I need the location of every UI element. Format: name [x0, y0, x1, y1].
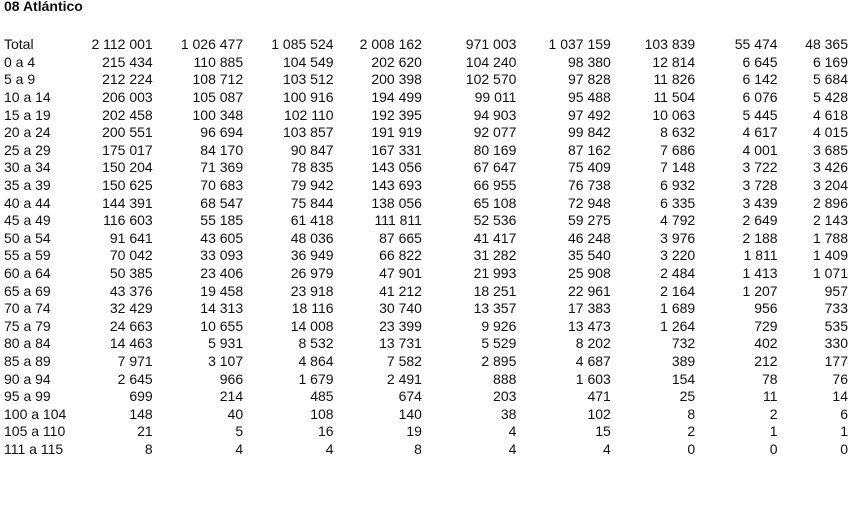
table-cell: 4: [508, 423, 517, 440]
table-cell: 10 655: [200, 317, 244, 334]
table-row: [0, 282, 848, 300]
table-cell: 214: [219, 388, 244, 405]
table-cell: 48 036: [290, 229, 334, 246]
age-group-label: 55 a 59: [4, 247, 51, 264]
table-cell: 4 618: [812, 106, 848, 123]
table-cell: 6 076: [742, 89, 778, 106]
table-cell: 70 683: [200, 177, 244, 194]
table-cell: 2 649: [742, 212, 778, 229]
age-group-label: 35 a 39: [4, 177, 51, 194]
table-cell: 192 395: [371, 106, 422, 123]
table-cell: 6 169: [812, 53, 848, 70]
table-cell: 2 484: [660, 265, 696, 282]
age-group-label: 111 a 115: [4, 440, 64, 457]
table-cell: 99 011: [474, 89, 517, 106]
table-cell: 1 679: [298, 370, 334, 387]
table-row: [0, 124, 848, 142]
table-cell: 92 077: [473, 124, 517, 141]
table-cell: 2: [687, 423, 696, 440]
age-group-label: 15 a 19: [4, 106, 51, 123]
table-cell: 5 428: [812, 89, 848, 106]
table-cell: 16: [317, 423, 334, 440]
table-cell: 888: [493, 370, 517, 387]
table-cell: 1 026 477: [180, 36, 244, 53]
table-cell: 7 582: [386, 352, 422, 369]
age-group-label: 10 a 14: [4, 89, 51, 106]
table-cell: 72 948: [568, 194, 611, 211]
population-table: [0, 36, 848, 458]
table-cell: 111 811: [374, 212, 422, 229]
table-row: [0, 212, 848, 230]
table-cell: 59 275: [568, 212, 611, 229]
table-cell: 194 499: [371, 89, 422, 106]
table-cell: 1 788: [812, 229, 848, 246]
table-cell: 41 417: [473, 229, 517, 246]
age-group-label: 25 a 29: [4, 141, 51, 158]
table-cell: 3 220: [660, 247, 696, 264]
table-cell: 2 645: [117, 370, 153, 387]
table-cell: 94 903: [473, 106, 517, 123]
table-cell: 23 406: [200, 265, 244, 282]
table-cell: 8: [144, 440, 153, 457]
table-cell: 18 251: [473, 282, 517, 299]
table-cell: 674: [398, 388, 422, 405]
age-group-label: 30 a 34: [4, 159, 51, 176]
table-cell: 200 551: [102, 124, 153, 141]
table-cell: 2 008 162: [359, 36, 422, 53]
table-cell: 99 842: [568, 124, 611, 141]
table-row: [0, 370, 848, 388]
table-cell: 1 603: [575, 370, 611, 387]
age-group-label: 5 a 9: [4, 71, 36, 88]
table-cell: 471: [587, 388, 611, 405]
table-cell: 3 976: [660, 229, 696, 246]
table-cell: 191 919: [371, 124, 422, 141]
table-cell: 8: [687, 405, 696, 422]
table-cell: 47 901: [379, 265, 422, 282]
table-cell: 21: [137, 423, 153, 440]
table-cell: 3 722: [742, 159, 778, 176]
table-cell: 2 143: [812, 212, 848, 229]
table-cell: 971 003: [465, 36, 517, 53]
table-cell: 104 549: [282, 53, 334, 70]
table-cell: 71 369: [200, 159, 244, 176]
age-group-label: Total: [4, 36, 34, 53]
age-group-label: 20 a 24: [4, 124, 51, 141]
table-cell: 1 689: [660, 300, 696, 317]
table-cell: 140: [398, 405, 422, 422]
page-title: 08 Atlántico: [4, 0, 83, 14]
table-cell: 8 632: [660, 124, 696, 141]
table-cell: 22 961: [568, 282, 611, 299]
table-cell: 97 492: [568, 106, 611, 123]
table-cell: 79 942: [290, 177, 334, 194]
table-cell: 6: [840, 405, 848, 422]
table-cell: 5 529: [481, 335, 517, 352]
table-cell: 4 687: [575, 352, 611, 369]
age-group-label: 85 a 89: [4, 352, 51, 369]
table-row: [0, 177, 848, 195]
table-cell: 2: [769, 405, 778, 422]
table-row: [0, 194, 848, 212]
table-cell: 55 474: [734, 36, 778, 53]
table-cell: 1 409: [812, 247, 848, 264]
table-cell: 0: [687, 440, 696, 457]
table-row: [0, 71, 848, 89]
age-group-label: 95 a 99: [4, 388, 51, 405]
table-cell: 485: [310, 388, 334, 405]
table-cell: 175 017: [102, 141, 153, 158]
table-cell: 3 728: [742, 177, 778, 194]
age-group-label: 70 a 74: [4, 300, 51, 317]
table-cell: 3 439: [742, 194, 778, 211]
table-cell: 5 445: [742, 106, 778, 123]
table-cell: 25: [679, 388, 696, 405]
table-cell: 43 605: [200, 229, 244, 246]
table-row: [0, 423, 848, 441]
table-cell: 66 955: [473, 177, 517, 194]
table-cell: 87 162: [568, 141, 611, 158]
table-cell: 19: [406, 423, 422, 440]
table-row: [0, 54, 848, 72]
table-cell: 65 108: [473, 194, 517, 211]
table-cell: 98 380: [568, 53, 611, 70]
table-cell: 3 685: [812, 141, 848, 158]
table-cell: 206 003: [102, 89, 153, 106]
table-cell: 23 399: [379, 317, 422, 334]
table-row: [0, 106, 848, 124]
table-body: [0, 36, 848, 458]
table-cell: 956: [754, 300, 778, 317]
table-cell: 76: [832, 370, 848, 387]
table-cell: 5 684: [812, 71, 848, 88]
table-cell: 87 665: [379, 229, 422, 246]
table-cell: 50 385: [109, 265, 153, 282]
age-group-label: 65 a 69: [4, 282, 51, 299]
table-cell: 330: [824, 335, 848, 352]
table-cell: 95 488: [568, 89, 611, 106]
table-cell: 154: [671, 370, 696, 387]
table-cell: 23 918: [290, 282, 334, 299]
table-cell: 212 224: [102, 71, 153, 88]
table-cell: 732: [671, 335, 696, 352]
table-cell: 4: [325, 440, 334, 457]
table-cell: 104 240: [465, 53, 517, 70]
table-cell: 4: [603, 440, 611, 457]
table-cell: 6 142: [742, 71, 778, 88]
table-cell: 1: [769, 423, 778, 440]
table-cell: 90 847: [290, 141, 334, 158]
table-cell: 8 202: [575, 335, 611, 352]
table-cell: 3 107: [208, 352, 244, 369]
table-row: [0, 265, 848, 283]
age-group-label: 50 a 54: [4, 229, 51, 246]
table-cell: 8: [414, 440, 422, 457]
table-cell: 102: [587, 405, 611, 422]
table-cell: 1 071: [812, 265, 848, 282]
table-cell: 203: [493, 388, 517, 405]
table-cell: 78: [762, 370, 778, 387]
table-cell: 14: [832, 388, 848, 405]
table-cell: 4: [235, 440, 244, 457]
table-cell: 150 204: [102, 159, 153, 176]
table-cell: 13 473: [568, 317, 611, 334]
age-group-label: 75 a 79: [4, 317, 51, 334]
table-cell: 7 148: [660, 159, 696, 176]
table-cell: 4 617: [742, 124, 778, 141]
table-cell: 30 740: [379, 300, 422, 317]
table-cell: 7 686: [660, 141, 696, 158]
table-cell: 535: [824, 317, 848, 334]
table-cell: 167 331: [371, 141, 422, 158]
table-cell: 1 811: [743, 247, 778, 264]
table-cell: 1 037 159: [548, 36, 611, 53]
table-cell: 2 164: [660, 282, 696, 299]
table-cell: 67 647: [473, 159, 517, 176]
table-cell: 1 207: [742, 282, 778, 299]
age-group-label: 45 a 49: [4, 212, 51, 229]
table-cell: 100 916: [282, 89, 334, 106]
table-row: [0, 36, 848, 54]
age-group-label: 0 a 4: [4, 53, 36, 70]
table-cell: 68 547: [200, 194, 244, 211]
table-cell: 102 570: [465, 71, 517, 88]
table-cell: 144 391: [102, 194, 153, 211]
table-row: [0, 89, 848, 107]
table-cell: 31 282: [473, 247, 517, 264]
table-cell: 48 365: [805, 36, 848, 53]
table-cell: 200 398: [371, 71, 422, 88]
table-cell: 75 844: [290, 194, 334, 211]
table-cell: 96 694: [200, 124, 244, 141]
table-cell: 215 434: [102, 53, 153, 70]
table-cell: 35 540: [568, 247, 611, 264]
table-cell: 957: [824, 282, 848, 299]
table-cell: 9 926: [481, 317, 517, 334]
table-cell: 80 169: [473, 141, 517, 158]
table-cell: 19 458: [200, 282, 244, 299]
table-cell: 108: [310, 405, 334, 422]
table-cell: 2 491: [386, 370, 422, 387]
age-group-label: 105 a 110: [4, 423, 66, 440]
table-cell: 1 264: [660, 317, 696, 334]
table-cell: 70 042: [109, 247, 153, 264]
table-cell: 2 896: [812, 194, 848, 211]
table-cell: 389: [671, 352, 696, 369]
table-cell: 177: [824, 352, 848, 369]
table-cell: 33 093: [200, 247, 244, 264]
table-row: [0, 405, 848, 423]
table-cell: 2 895: [481, 352, 517, 369]
table-cell: 1 085 524: [271, 36, 334, 53]
table-cell: 11 826: [653, 71, 696, 88]
table-cell: 138 056: [371, 194, 422, 211]
table-cell: 116 603: [103, 212, 153, 229]
table-cell: 26 979: [290, 265, 334, 282]
table-cell: 14 313: [200, 300, 244, 317]
table-cell: 91 641: [109, 229, 153, 246]
table-cell: 41 212: [379, 282, 422, 299]
table-cell: 6 335: [660, 194, 696, 211]
table-cell: 40: [227, 405, 244, 422]
table-cell: 15: [595, 423, 611, 440]
table-cell: 105 087: [192, 89, 244, 106]
table-cell: 78 835: [290, 159, 334, 176]
table-cell: 25 908: [568, 265, 611, 282]
table-cell: 10 063: [652, 106, 696, 123]
table-cell: 3 204: [812, 177, 848, 194]
table-cell: 4 001: [742, 141, 778, 158]
table-cell: 699: [129, 388, 153, 405]
table-cell: 12 814: [652, 53, 696, 70]
table-cell: 103 839: [644, 36, 696, 53]
table-row: [0, 230, 848, 248]
table-cell: 84 170: [200, 141, 244, 158]
table-cell: 5: [235, 423, 244, 440]
table-cell: 729: [754, 317, 778, 334]
table-cell: 61 418: [290, 212, 334, 229]
table-cell: 110 885: [193, 53, 244, 70]
table-cell: 7 971: [117, 352, 153, 369]
table-cell: 46 248: [568, 229, 611, 246]
table-cell: 5 931: [208, 335, 244, 352]
table-cell: 8 532: [298, 335, 334, 352]
table-cell: 402: [754, 335, 778, 352]
table-row: [0, 142, 848, 160]
table-cell: 38: [500, 405, 517, 422]
table-cell: 966: [219, 370, 244, 387]
table-cell: 24 663: [109, 317, 153, 334]
table-cell: 733: [824, 300, 848, 317]
table-row: [0, 300, 848, 318]
table-cell: 11: [763, 388, 778, 405]
table-cell: 76 738: [568, 177, 611, 194]
table-cell: 2 112 001: [91, 36, 153, 53]
table-row: [0, 318, 848, 336]
table-row: [0, 335, 848, 353]
table-cell: 0: [840, 440, 848, 457]
table-cell: 17 383: [568, 300, 611, 317]
table-cell: 32 429: [109, 300, 153, 317]
table-cell: 1: [840, 423, 848, 440]
table-cell: 21 993: [473, 265, 517, 282]
age-group-label: 40 a 44: [4, 194, 51, 211]
table-cell: 108 712: [192, 71, 244, 88]
table-row: [0, 388, 848, 406]
table-cell: 6 645: [742, 53, 778, 70]
table-cell: 6 932: [660, 177, 696, 194]
table-cell: 212: [754, 352, 778, 369]
table-cell: 97 828: [568, 71, 611, 88]
table-cell: 75 409: [568, 159, 611, 176]
table-cell: 55 185: [200, 212, 244, 229]
table-cell: 103 857: [282, 124, 334, 141]
table-cell: 148: [129, 405, 153, 422]
table-cell: 102 110: [283, 106, 334, 123]
table-cell: 4 792: [660, 212, 696, 229]
age-group-label: 60 a 64: [4, 265, 51, 282]
table-row: [0, 441, 848, 459]
table-row: [0, 353, 848, 371]
table-cell: 150 625: [102, 177, 153, 194]
table-cell: 103 512: [282, 71, 334, 88]
table-cell: 4 864: [298, 352, 334, 369]
table-cell: 14 463: [109, 335, 153, 352]
table-cell: 4: [508, 440, 517, 457]
table-cell: 143 056: [371, 159, 422, 176]
table-cell: 52 536: [473, 212, 517, 229]
table-cell: 1 413: [742, 265, 778, 282]
table-cell: 13 731: [379, 335, 422, 352]
table-cell: 100 348: [192, 106, 244, 123]
table-cell: 202 458: [102, 106, 153, 123]
age-group-label: 90 a 94: [4, 370, 51, 387]
table-cell: 3 426: [812, 159, 848, 176]
table-cell: 36 949: [290, 247, 334, 264]
age-group-label: 100 a 104: [4, 405, 67, 422]
table-cell: 143 693: [371, 177, 422, 194]
table-row: [0, 159, 848, 177]
table-cell: 0: [769, 440, 778, 457]
table-cell: 13 357: [473, 300, 517, 317]
table-cell: 2 188: [742, 229, 778, 246]
age-group-label: 80 a 84: [4, 335, 51, 352]
table-cell: 66 822: [379, 247, 422, 264]
table-cell: 4 015: [812, 124, 848, 141]
table-cell: 18 116: [291, 300, 334, 317]
table-cell: 43 376: [109, 282, 153, 299]
table-cell: 202 620: [371, 53, 422, 70]
table-row: [0, 247, 848, 265]
table-cell: 14 008: [290, 317, 334, 334]
table-cell: 11 504: [653, 89, 696, 106]
